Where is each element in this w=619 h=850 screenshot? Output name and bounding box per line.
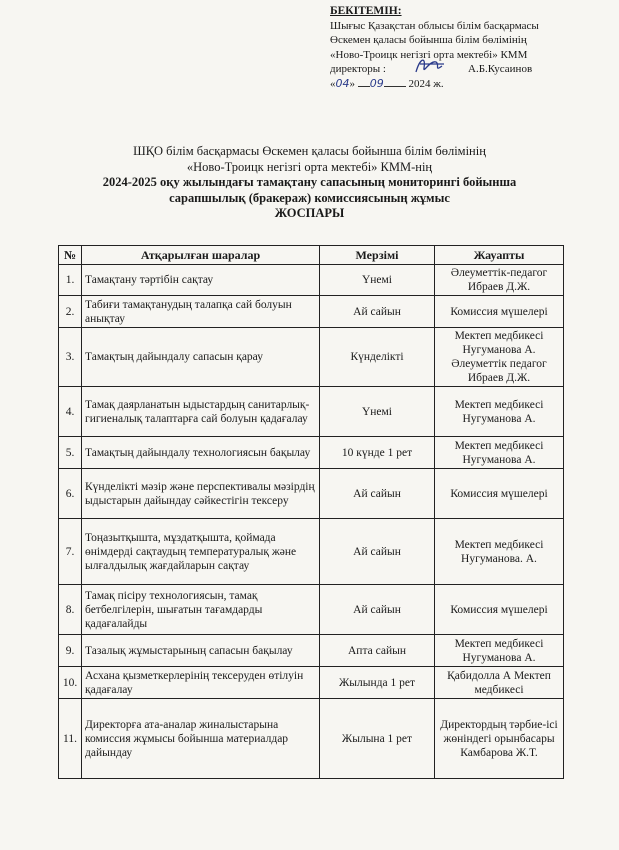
title-line-4: сарапшылық (бракераж) комиссиясының жұмыс bbox=[169, 190, 450, 205]
row-action: Тамақтың дайындалу сапасын қарау bbox=[82, 328, 320, 387]
table-row bbox=[59, 328, 564, 387]
plan-table bbox=[58, 245, 564, 779]
table-row bbox=[59, 265, 564, 296]
director-name: А.Б.Кусаинов bbox=[468, 63, 533, 75]
document-title bbox=[0, 144, 619, 222]
row-period: Үнемі bbox=[320, 387, 435, 437]
table-row bbox=[59, 469, 564, 519]
director-role: директоры : bbox=[330, 63, 386, 75]
row-action: Асхана қызметкерлерінің тексеруден өтілуін қадағалау bbox=[82, 667, 320, 699]
row-num: 5. bbox=[59, 437, 82, 469]
row-action: Тамақтану тәртібін сақтау bbox=[82, 265, 320, 296]
table-header-row bbox=[59, 246, 564, 265]
row-action: Тазалық жұмыстарының сапасын бақылау bbox=[82, 635, 320, 667]
row-action: Табиғи тамақтанудың талапқа сай болуын анықтау bbox=[82, 296, 320, 328]
header-period: Мерзімі bbox=[320, 246, 435, 265]
approval-block bbox=[330, 4, 610, 91]
row-action: Тамақ даярланатын ыдыстардың санитарлық-гигиеналық талаптарға сай болуын қадағалау bbox=[82, 387, 320, 437]
date-close-quote: » bbox=[349, 77, 355, 90]
title-line-3: 2024-2025 оқу жылындағы тамақтану сапасының мониторингі бойынша bbox=[102, 175, 517, 189]
date-day: 04 bbox=[335, 76, 350, 90]
row-num: 6. bbox=[59, 469, 82, 519]
row-period: Жылына 1 рет bbox=[320, 699, 435, 779]
row-period: Ай сайын bbox=[320, 519, 435, 585]
header-num: № bbox=[59, 246, 82, 265]
header-action: Атқарылған шаралар bbox=[82, 246, 320, 265]
director-signature-row bbox=[330, 62, 610, 77]
row-period: 10 күнде 1 рет bbox=[320, 437, 435, 469]
approval-line-2: Өскемен қаласы бойынша білім бөлімінің bbox=[330, 34, 527, 46]
table-row bbox=[59, 699, 564, 779]
approval-line-3: «Ново-Троицк негізгі орта мектебі» КММ bbox=[330, 48, 528, 61]
approval-date bbox=[330, 77, 610, 92]
row-period: Апта сайын bbox=[320, 635, 435, 667]
title-line-2: «Ново-Троицк негізгі орта мектебі» КММ-нің bbox=[186, 159, 433, 174]
table-row bbox=[59, 387, 564, 437]
row-num: 1. bbox=[59, 265, 82, 296]
row-responsible: Мектеп медбикесі Нугуманова А. bbox=[435, 437, 564, 469]
table-row bbox=[59, 437, 564, 469]
row-num: 9. bbox=[59, 635, 82, 667]
row-action: Күнделікті мәзір және перспективалы мәзірдің ыдыстарын дайындау сәйкестігін тексеру bbox=[82, 469, 320, 519]
date-month: 09 bbox=[369, 76, 384, 90]
row-num: 3. bbox=[59, 328, 82, 387]
header-responsible: Жауапты bbox=[435, 246, 564, 265]
row-responsible: Комиссия мүшелері bbox=[435, 469, 564, 519]
row-num: 11. bbox=[59, 699, 82, 779]
row-num: 7. bbox=[59, 519, 82, 585]
title-line-5: ЖОСПАРЫ bbox=[274, 206, 345, 220]
row-responsible: Мектеп медбикесі Нугуманова А. bbox=[435, 635, 564, 667]
row-responsible: Мектеп медбикесі Нугуманова. А. bbox=[435, 519, 564, 585]
row-responsible: Мектеп медбикесі Нугуманова А. bbox=[435, 387, 564, 437]
row-responsible: Комиссия мүшелері bbox=[435, 585, 564, 635]
date-open-quote: « bbox=[330, 77, 336, 90]
row-responsible: Комиссия мүшелері bbox=[435, 296, 564, 328]
approval-heading: БЕКІТЕМІН: bbox=[330, 5, 402, 17]
row-num: 4. bbox=[59, 387, 82, 437]
table-row bbox=[59, 585, 564, 635]
row-action: Директорға ата-аналар жиналыстарына комиссия жұмысы бойынша материалдар дайындау bbox=[82, 699, 320, 779]
date-year: 2024 ж. bbox=[408, 77, 444, 90]
signature-mark bbox=[410, 54, 452, 78]
table-row bbox=[59, 635, 564, 667]
row-responsible: Қабидолла А Мектеп медбикесі bbox=[435, 667, 564, 699]
row-period: Ай сайын bbox=[320, 469, 435, 519]
row-num: 8. bbox=[59, 585, 82, 635]
row-num: 10. bbox=[59, 667, 82, 699]
title-line-1: ШҚО білім басқармасы Өскемен қаласы бойынша білім бөлімінің bbox=[133, 144, 486, 158]
row-responsible: Әлеуметтік-педагог Ибраев Д.Ж. bbox=[435, 265, 564, 296]
row-action: Тоңазытқышта, мұздатқышта, қоймада өнімдерді сақтаудың температуралық және ылғалдылық жағдайларын сақтау bbox=[82, 519, 320, 585]
approval-line-1: Шығыс Қазақстан облысы білім басқармасы bbox=[330, 19, 539, 32]
row-action: Тамақ пісіру технологиясын, тамақ бетбелгілерін, шығатын тағамдарды қадағалайды bbox=[82, 585, 320, 635]
table-row bbox=[59, 296, 564, 328]
row-action: Тамақтың дайындалу технологиясын бақылау bbox=[82, 437, 320, 469]
row-period: Ай сайын bbox=[320, 585, 435, 635]
table-row bbox=[59, 667, 564, 699]
row-responsible: Директордың тәрбие-ісі жөніндегі орынбасары Камбарова Ж.Т. bbox=[435, 699, 564, 779]
row-period: Ай сайын bbox=[320, 296, 435, 328]
row-period: Жылында 1 рет bbox=[320, 667, 435, 699]
row-period: Күнделікті bbox=[320, 328, 435, 387]
row-num: 2. bbox=[59, 296, 82, 328]
table-row bbox=[59, 519, 564, 585]
row-period: Үнемі bbox=[320, 265, 435, 296]
row-responsible: Мектеп медбикесі Нугуманова А. Әлеуметтік педагог Ибраев Д.Ж. bbox=[435, 328, 564, 387]
